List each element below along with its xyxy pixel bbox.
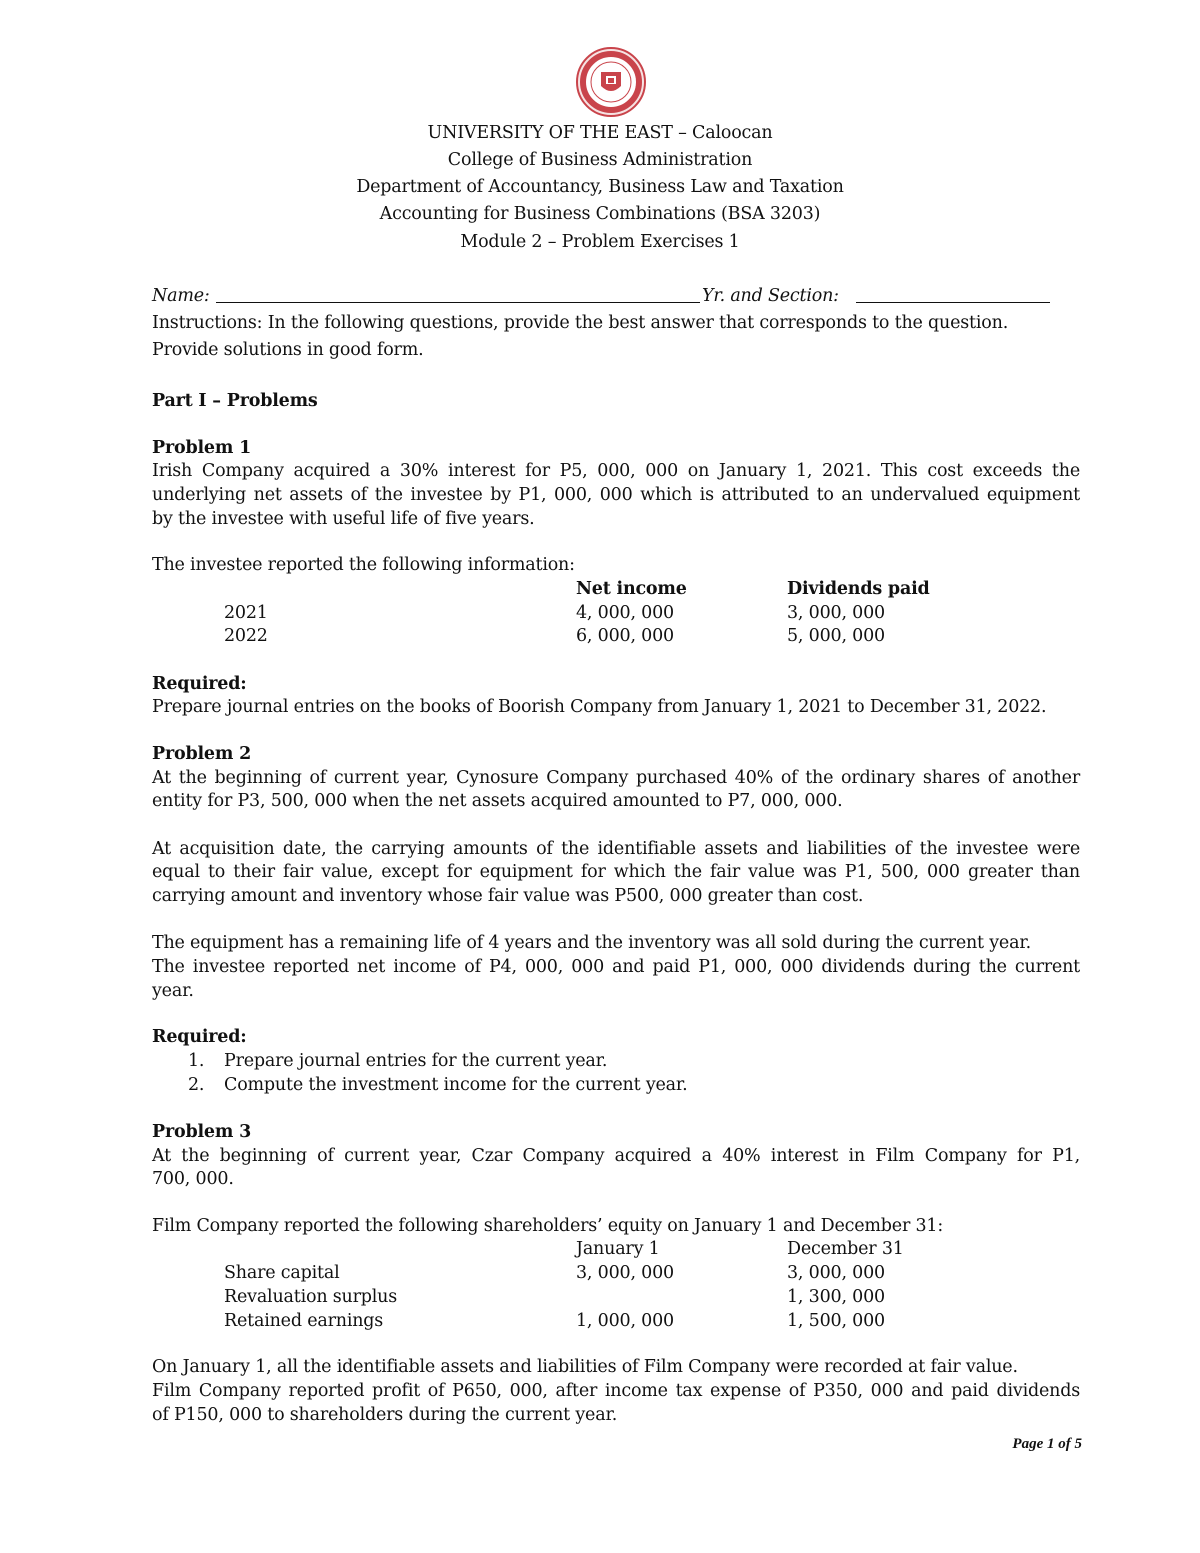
problem-2-text-line: The equipment has a remaining life of 4 years and the inventory was all sold during the current year. — [152, 933, 1031, 953]
part-heading: Part I – Problems — [152, 391, 318, 411]
table-header-net-income: Net income — [576, 579, 687, 599]
section-label: Yr. and Section: — [702, 286, 839, 306]
problem-1-text-line: by the investee with useful life of five years. — [152, 509, 535, 529]
table-cell-dividends: 3, 000, 000 — [787, 603, 885, 623]
table-cell-label: Retained earnings — [224, 1311, 384, 1331]
table-cell-label: Share capital — [224, 1263, 340, 1283]
list-item-text: Compute the investment income for the current year. — [224, 1075, 688, 1095]
problem-2-text-line: entity for P3, 500, 000 when the net assets acquired amounted to P7, 000, 000. — [152, 791, 843, 811]
problem-3-text-line: On January 1, all the identifiable assets and liabilities of Film Company were recorded at fair value. — [152, 1357, 1018, 1377]
instructions-line-2: Provide solutions in good form. — [152, 340, 424, 360]
problem-3-text-line: At the beginning of current year, Czar Company acquired a 40% interest in Film Company for P1, — [152, 1146, 1080, 1166]
list-item-text: Prepare journal entries for the current year. — [224, 1051, 608, 1071]
table-header-january: January 1 — [576, 1239, 660, 1259]
table-cell-net-income: 6, 000, 000 — [576, 626, 674, 646]
table-cell-year: 2021 — [224, 603, 268, 623]
problem-1-required-label: Required: — [152, 674, 247, 694]
table-cell-year: 2022 — [224, 626, 268, 646]
instructions-line-1: Instructions: In the following questions, provide the best answer that corresponds to the question. — [152, 313, 1009, 333]
problem-2-text-line: At the beginning of current year, Cynosure Company purchased 40% of the ordinary shares of another — [152, 768, 1080, 788]
list-item-number: 2. — [188, 1075, 205, 1095]
list-item-number: 1. — [188, 1051, 205, 1071]
problem-1-required-text: Prepare journal entries on the books of Boorish Company from January 1, 2021 to December 31, 2022. — [152, 697, 1047, 717]
header-college: College of Business Administration — [447, 150, 753, 170]
table-cell-january: 1, 000, 000 — [576, 1311, 674, 1331]
university-seal-logo — [575, 46, 647, 118]
problem-1-title: Problem 1 — [152, 438, 252, 458]
table-cell-december: 1, 300, 000 — [787, 1287, 885, 1307]
problem-2-required-label: Required: — [152, 1027, 247, 1047]
table-cell-net-income: 4, 000, 000 — [576, 603, 674, 623]
problem-2-text-line: At acquisition date, the carrying amounts of the identifiable assets and liabilities of the investee were — [152, 839, 1080, 859]
section-blank-line — [856, 302, 1050, 303]
header-module: Module 2 – Problem Exercises 1 — [460, 232, 740, 252]
table-cell-label: Revaluation surplus — [224, 1287, 398, 1307]
header-university: UNIVERSITY OF THE EAST – Caloocan — [427, 123, 773, 143]
problem-3-title: Problem 3 — [152, 1122, 252, 1142]
name-label: Name: — [152, 286, 210, 306]
problem-3-text-line: 700, 000. — [152, 1169, 234, 1189]
problem-3-text-line: Film Company reported profit of P650, 000, after income tax expense of P350, 000 and paid dividends — [152, 1381, 1080, 1401]
problem-3-text-line: of P150, 000 to shareholders during the current year. — [152, 1405, 618, 1425]
header-department: Department of Accountancy, Business Law and Taxation — [356, 177, 844, 197]
problem-1-text-line: Irish Company acquired a 30% interest for P5, 000, 000 on January 1, 2021. This cost exceeds the — [152, 461, 1080, 481]
name-blank-line — [216, 302, 700, 303]
table-cell-january: 3, 000, 000 — [576, 1263, 674, 1283]
table-cell-december: 3, 000, 000 — [787, 1263, 885, 1283]
table-header-december: December 31 — [787, 1239, 904, 1259]
problem-2-title: Problem 2 — [152, 744, 252, 764]
problem-2-text-line: carrying amount and inventory whose fair value was P500, 000 greater than cost. — [152, 886, 864, 906]
table-cell-december: 1, 500, 000 — [787, 1311, 885, 1331]
problem-1-table-intro: The investee reported the following information: — [152, 555, 575, 575]
page-number: Page 1 of 5 — [1012, 1436, 1082, 1452]
problem-1-text-line: underlying net assets of the investee by P1, 000, 000 which is attributed to an undervalued equipment — [152, 485, 1080, 505]
header-course: Accounting for Business Combinations (BSA 3203) — [379, 204, 821, 224]
table-header-dividends: Dividends paid — [787, 579, 930, 599]
table-cell-dividends: 5, 000, 000 — [787, 626, 885, 646]
problem-2-text-line: The investee reported net income of P4, 000, 000 and paid P1, 000, 000 dividends during the current — [152, 957, 1080, 977]
problem-3-table-intro: Film Company reported the following shareholders’ equity on January 1 and December 31: — [152, 1216, 944, 1236]
problem-2-text-line: equal to their fair value, except for equipment for which the fair value was P1, 500, 000 greater than — [152, 862, 1080, 882]
problem-2-text-line: year. — [152, 981, 194, 1001]
